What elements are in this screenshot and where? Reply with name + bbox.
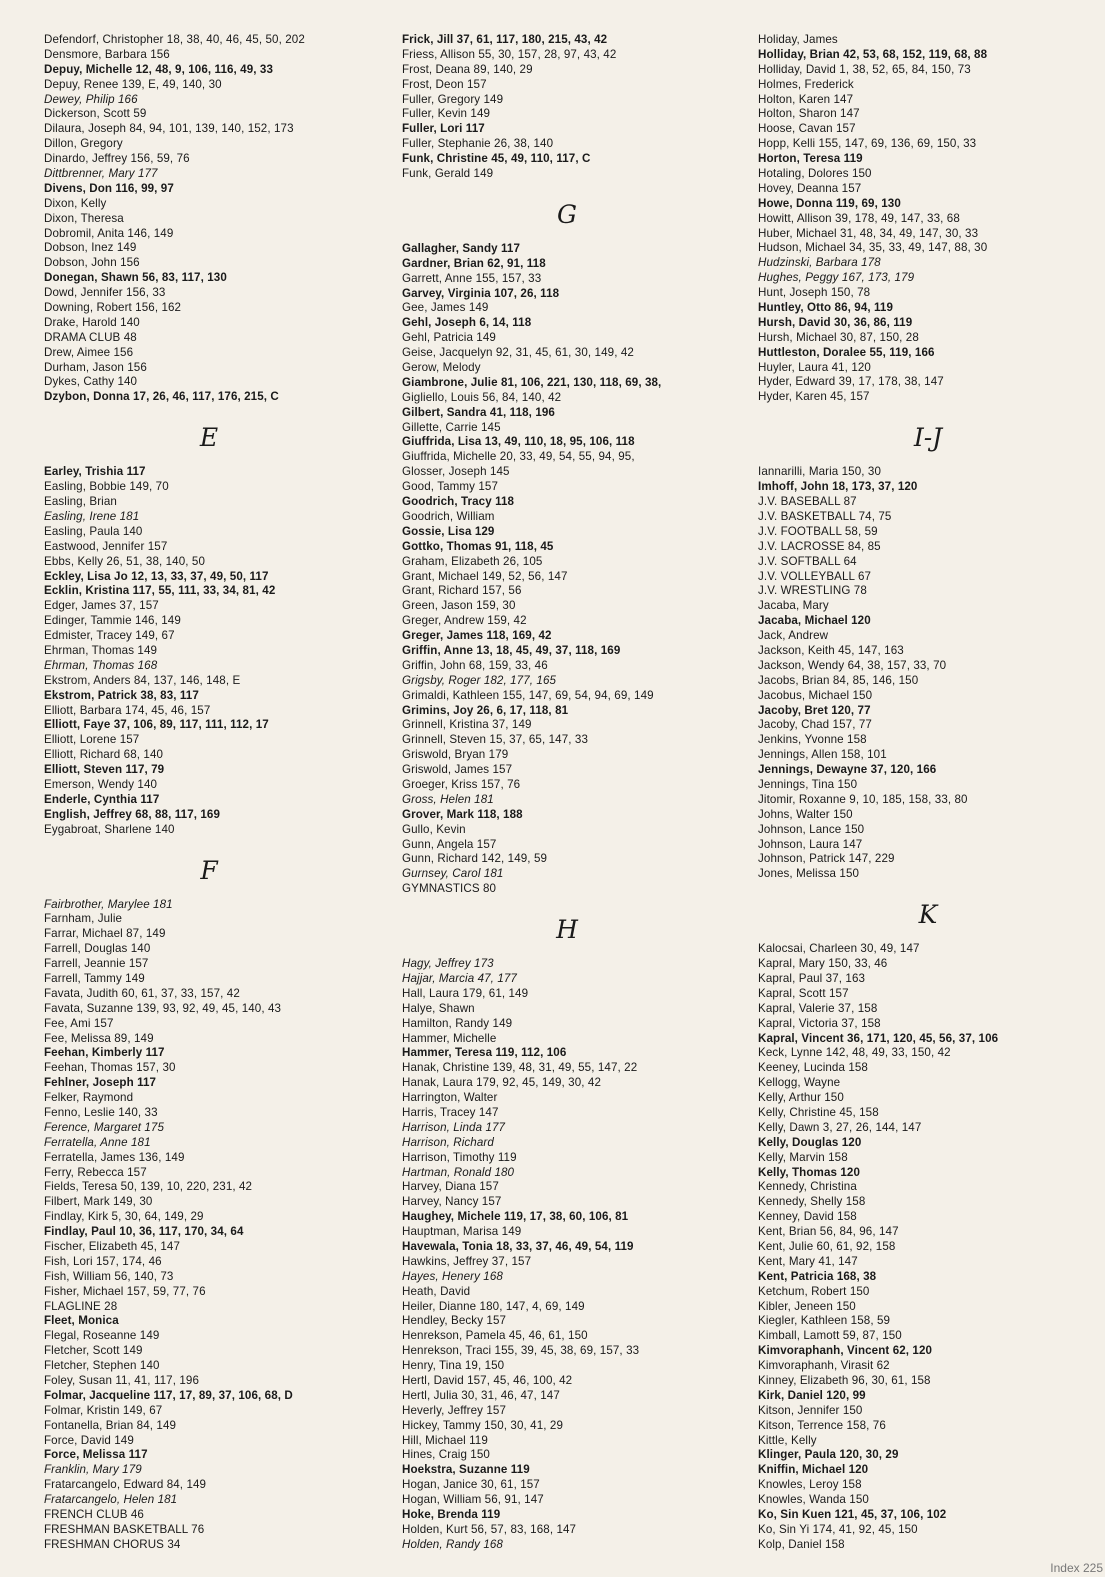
index-entry: Kent, Patricia 168, 38 (758, 1269, 877, 1283)
index-entry: Johns, Walter 150 (758, 807, 853, 821)
index-entry: Holmes, Frederick (758, 77, 854, 91)
index-entry: FRENCH CLUB 46 (44, 1508, 144, 1522)
index-entry: Frost, Deon 157 (402, 77, 487, 91)
index-entry: Kelly, Dawn 3, 27, 26, 144, 147 (758, 1120, 922, 1134)
index-entry: DRAMA CLUB 48 (44, 330, 137, 344)
index-entry: Force, Melissa 117 (44, 1448, 148, 1462)
index-entry: Hoekstra, Suzanne 119 (402, 1463, 530, 1477)
index-entry: Knowles, Leroy 158 (758, 1478, 862, 1492)
index-entry: Dixon, Kelly (44, 196, 107, 210)
index-entry: Groeger, Kriss 157, 76 (402, 777, 521, 791)
index-entry: Holden, Kurt 56, 57, 83, 168, 147 (402, 1522, 577, 1536)
index-entry: GYMNASTICS 80 (402, 882, 497, 896)
index-entry: Grinnell, Kristina 37, 149 (402, 718, 532, 732)
index-entry: Earley, Trishia 117 (44, 465, 146, 479)
index-entry: Halye, Shawn (402, 1001, 475, 1015)
index-entry: Keck, Lynne 142, 48, 49, 33, 150, 42 (758, 1046, 951, 1060)
index-entry: Folmar, Jacqueline 117, 17, 89, 37, 106, 68, D (44, 1388, 293, 1402)
index-entry: Defendorf, Christopher 18, 38, 40, 46, 45, 50, 202 (44, 33, 305, 46)
index-entry: Gunn, Richard 142, 149, 59 (402, 852, 548, 866)
index-entry: Griswold, James 157 (402, 763, 513, 777)
index-entry: Hamilton, Randy 149 (402, 1016, 513, 1030)
index-entry: J.V. FOOTBALL 58, 59 (758, 524, 878, 538)
index-entry: Grinnell, Steven 15, 37, 65, 147, 33 (402, 733, 589, 747)
index-entry: Hovey, Deanna 157 (758, 181, 862, 195)
index-entry: Kolp, Daniel 158 (758, 1537, 845, 1551)
index-entry: Kniffin, Michael 120 (758, 1463, 869, 1477)
index-entry: J.V. VOLLEYBALL 67 (758, 569, 872, 583)
index-entry: Kennedy, Christina (758, 1180, 857, 1194)
index-entry: Fee, Ami 157 (44, 1016, 114, 1030)
index-entry: Fuller, Lori 117 (402, 122, 485, 136)
index-entry: Holliday, David 1, 38, 52, 65, 84, 150, 73 (758, 62, 971, 76)
index-entry: Kent, Brian 56, 84, 96, 147 (758, 1225, 899, 1239)
index-entry: Dowd, Jennifer 156, 33 (44, 286, 166, 300)
index-entry: Hudson, Michael 34, 35, 33, 49, 147, 88, 30 (758, 241, 988, 255)
index-entry: Greger, James 118, 169, 42 (402, 629, 552, 643)
index-entry: Gallagher, Sandy 117 (402, 241, 520, 255)
index-entry: Harrison, Linda 177 (402, 1120, 506, 1134)
index-entry: Funk, Gerald 149 (402, 167, 494, 181)
index-entry: Elliott, Barbara 174, 45, 46, 157 (44, 703, 211, 717)
index-entry: J.V. WRESTLING 78 (758, 584, 867, 598)
index-entry: Hertl, Julia 30, 31, 46, 47, 147 (402, 1388, 560, 1402)
index-entry: Grant, Michael 149, 52, 56, 147 (402, 569, 568, 583)
index-entry: Dewey, Philip 166 (44, 92, 138, 106)
index-entry: Hyder, Karen 45, 157 (758, 390, 870, 404)
index-entry: Grover, Mark 118, 188 (402, 807, 523, 821)
index-entry: Hudzinski, Barbara 178 (758, 256, 881, 270)
index-entry: Downing, Robert 156, 162 (44, 301, 182, 315)
index-entry: Gunn, Angela 157 (402, 837, 497, 851)
index-entry: Ferratella, Anne 181 (44, 1135, 151, 1149)
index-entry: Easling, Irene 181 (44, 509, 140, 523)
index-entry: Harrison, Richard (402, 1135, 494, 1149)
index-entry: Kimball, Lamott 59, 87, 150 (758, 1329, 902, 1343)
index-entry: Depuy, Michelle 12, 48, 9, 106, 116, 49, 33 (44, 62, 274, 76)
index-entry: Jacoby, Bret 120, 77 (758, 703, 871, 717)
index-entry: Farnham, Julie (44, 912, 123, 926)
index-entry: Fenno, Leslie 140, 33 (44, 1106, 158, 1119)
index-entry: Farrar, Michael 87, 149 (44, 927, 166, 941)
index-entry: Gerow, Melody (402, 361, 481, 375)
index-entry: Fratarcangelo, Edward 84, 149 (44, 1478, 207, 1492)
index-entry: Edger, James 37, 157 (44, 599, 159, 613)
index-entry: Dzybon, Donna 17, 26, 46, 117, 176, 215, C (44, 390, 279, 404)
index-entry: J.V. SOFTBALL 64 (758, 554, 857, 568)
index-entry: Hoose, Cavan 157 (758, 122, 856, 136)
index-entry: Henrekson, Traci 155, 39, 45, 38, 69, 157, 33 (402, 1344, 640, 1358)
index-entry: Good, Tammy 157 (402, 480, 499, 494)
index-entry: Greger, Andrew 159, 42 (402, 614, 527, 628)
index-entry: Griswold, Bryan 179 (402, 748, 509, 762)
index-entry: Friess, Allison 55, 30, 157, 28, 97, 43, 42 (402, 47, 617, 61)
index-entry: Fisher, Michael 157, 59, 77, 76 (44, 1284, 206, 1298)
index-entry: Easling, Brian (44, 495, 117, 509)
index-entry: Kimvoraphanh, Vincent 62, 120 (758, 1344, 933, 1358)
index-entry: Edinger, Tammie 146, 149 (44, 614, 181, 628)
index-entry: Klinger, Paula 120, 30, 29 (758, 1448, 899, 1462)
index-entry: Gigliello, Louis 56, 84, 140, 42 (402, 390, 562, 404)
index-entry: Dobromil, Anita 146, 149 (44, 226, 174, 240)
index-entry: Grimaldi, Kathleen 155, 147, 69, 54, 94, 69, 149 (402, 688, 654, 702)
index-entry: Kelly, Thomas 120 (758, 1165, 861, 1179)
index-entry: Fuller, Stephanie 26, 38, 140 (402, 137, 554, 151)
index-entry: Johnson, Lance 150 (758, 822, 865, 836)
index-entry: FRESHMAN CHORUS 34 (44, 1537, 181, 1551)
index-entry: Gullo, Kevin (402, 822, 466, 836)
index-entry: Flegal, Roseanne 149 (44, 1329, 160, 1343)
index-entry: Ko, Sin Kuen 121, 45, 37, 106, 102 (758, 1508, 947, 1522)
index-entry: Gehl, Patricia 149 (402, 331, 496, 345)
index-entry: Griffin, Anne 13, 18, 45, 49, 37, 118, 169 (402, 643, 621, 657)
index-entry: Henrekson, Pamela 45, 46, 61, 150 (402, 1329, 588, 1343)
index-entry: Henry, Tina 19, 150 (402, 1359, 505, 1373)
index-entry: Jacobs, Brian 84, 85, 146, 150 (758, 673, 919, 687)
index-entry: Elliott, Richard 68, 140 (44, 748, 164, 762)
index-entry: Hursh, David 30, 36, 86, 119 (758, 315, 913, 329)
index-entry: Frost, Deana 89, 140, 29 (402, 62, 533, 76)
index-entry: English, Jeffrey 68, 88, 117, 169 (44, 807, 221, 821)
index-entry: Force, David 149 (44, 1433, 134, 1447)
index-entry: Kennedy, Shelly 158 (758, 1195, 866, 1209)
index-entry: Divens, Don 116, 99, 97 (44, 181, 174, 195)
index-entry: Jackson, Wendy 64, 38, 157, 33, 70 (758, 658, 947, 672)
index-entry: Iannarilli, Maria 150, 30 (758, 465, 882, 479)
index-entry: Grant, Richard 157, 56 (402, 584, 522, 598)
index-entry: J.V. LACROSSE 84, 85 (758, 539, 881, 553)
index-entry: Ekstrom, Anders 84, 137, 146, 148, E (44, 673, 241, 687)
index-entry: Hanak, Christine 139, 48, 31, 49, 55, 147, 22 (402, 1061, 638, 1075)
index-entry: Dilaura, Joseph 84, 94, 101, 139, 140, 152, 173 (44, 122, 294, 136)
index-entry: Hopp, Kelli 155, 147, 69, 136, 69, 150, 33 (758, 137, 977, 151)
index-entry: Ketchum, Robert 150 (758, 1284, 870, 1298)
index-entry: Frick, Jill 37, 61, 117, 180, 215, 43, 42 (402, 33, 608, 46)
index-entry: Gillette, Carrie 145 (402, 420, 501, 434)
index-entry: Fuller, Gregory 149 (402, 92, 504, 106)
index-entry: Howe, Donna 119, 69, 130 (758, 196, 901, 210)
index-entry: Kapral, Scott 157 (758, 986, 849, 1000)
index-entry: Jackson, Keith 45, 147, 163 (758, 643, 904, 657)
index-entry: Ehrman, Thomas 149 (44, 643, 158, 657)
index-entry: Gurnsey, Carol 181 (402, 867, 504, 881)
index-entry: Glosser, Joseph 145 (402, 465, 510, 479)
index-entry: Findlay, Kirk 5, 30, 64, 149, 29 (44, 1210, 204, 1224)
index-entry: Kent, Julie 60, 61, 92, 158 (758, 1240, 896, 1254)
index-entry: Fuller, Kevin 149 (402, 107, 491, 121)
index-entry: Haughey, Michele 119, 17, 38, 60, 106, 81 (402, 1210, 629, 1224)
index-entry: Dinardo, Jeffrey 156, 59, 76 (44, 152, 190, 166)
index-entry: Favata, Suzanne 139, 93, 92, 49, 45, 140, 43 (44, 1001, 282, 1015)
index-entry: Hammer, Michelle (402, 1031, 497, 1045)
index-entry: Heverly, Jeffrey 157 (402, 1403, 507, 1417)
index-entry: Harvey, Nancy 157 (402, 1195, 502, 1209)
index-entry: Holden, Randy 168 (402, 1537, 503, 1551)
index-entry: Kapral, Valerie 37, 158 (758, 1001, 878, 1015)
index-entry: Hauptman, Marisa 149 (402, 1225, 522, 1239)
index-entry: Knowles, Wanda 150 (758, 1493, 869, 1507)
index-entry: Jitomir, Roxanne 9, 10, 185, 158, 33, 80 (758, 792, 968, 806)
index-entry: Giuffrida, Michelle 20, 33, 49, 54, 55, 94, 95, (402, 450, 635, 464)
index-entry: Jennings, Tina 150 (758, 777, 858, 791)
index-entry: Kapral, Victoria 37, 158 (758, 1016, 881, 1030)
index-entry: Kent, Mary 41, 147 (758, 1254, 858, 1268)
index-entry: Kittle, Kelly (758, 1433, 817, 1447)
index-entry: Kibler, Jeneen 150 (758, 1299, 856, 1313)
index-entry: Heiler, Dianne 180, 147, 4, 69, 149 (402, 1299, 585, 1313)
index-entry: Feehan, Kimberly 117 (44, 1046, 165, 1060)
index-entry: Kitson, Terrence 158, 76 (758, 1418, 886, 1432)
index-entry: Hartman, Ronald 180 (402, 1165, 515, 1179)
index-entry: Depuy, Renee 139, E, 49, 140, 30 (44, 77, 222, 91)
index-entry: Dobson, Inez 149 (44, 241, 137, 255)
index-entry: Hawkins, Jeffrey 37, 157 (402, 1254, 532, 1268)
index-entry: Harris, Tracey 147 (402, 1106, 499, 1119)
index-entry: Ko, Sin Yi 174, 41, 92, 45, 150 (758, 1522, 918, 1536)
index-entry: Farrell, Douglas 140 (44, 942, 151, 956)
index-entry: Favata, Judith 60, 61, 37, 33, 157, 42 (44, 986, 240, 1000)
index-entry: Dixon, Theresa (44, 211, 124, 225)
index-entry: Harrington, Walter (402, 1091, 498, 1105)
index-entry: Garrett, Anne 155, 157, 33 (402, 271, 542, 285)
index-entry: Gossie, Lisa 129 (402, 524, 495, 538)
index-entry: Hanak, Laura 179, 92, 45, 149, 30, 42 (402, 1076, 602, 1090)
index-entry: Harrison, Timothy 119 (402, 1150, 517, 1164)
index-entry: Hogan, Janice 30, 61, 157 (402, 1478, 540, 1492)
index-entry: Jones, Melissa 150 (758, 867, 860, 881)
index-entry: FRESHMAN BASKETBALL 76 (44, 1522, 205, 1536)
index-entry: Farrell, Tammy 149 (44, 971, 145, 985)
index-entry: Johnson, Laura 147 (758, 837, 863, 851)
index-entry: Eckley, Lisa Jo 12, 13, 33, 37, 49, 50, 117 (44, 569, 269, 583)
index-entry: Durham, Jason 156 (44, 360, 147, 374)
index-entry: Fish, William 56, 140, 73 (44, 1269, 174, 1283)
index-entry: Drake, Harold 140 (44, 315, 140, 329)
index-entry: Huntley, Otto 86, 94, 119 (758, 301, 894, 315)
index-entry: Fields, Teresa 50, 139, 10, 220, 231, 42 (44, 1180, 253, 1194)
index-entry: Feehan, Thomas 157, 30 (44, 1061, 176, 1075)
index-entry: Kimvoraphanh, Virasit 62 (758, 1359, 890, 1373)
index-entry: Hammer, Teresa 119, 112, 106 (402, 1046, 567, 1060)
index-entry: Kelly, Marvin 158 (758, 1150, 848, 1164)
section-letter-heading: H (556, 915, 578, 945)
index-entry: Giambrone, Julie 81, 106, 221, 130, 118, 69, 38, (402, 375, 662, 389)
index-column-1 (44, 33, 374, 1553)
index-entry: Kirk, Daniel 120, 99 (758, 1388, 866, 1402)
index-entry: Ekstrom, Patrick 38, 83, 117 (44, 688, 199, 702)
index-entry: Felker, Raymond (44, 1091, 134, 1105)
index-entry: Ference, Margaret 175 (44, 1120, 165, 1134)
index-entry: Jacaba, Mary (758, 599, 829, 613)
index-entry: Kapral, Paul 37, 163 (758, 971, 866, 985)
index-entry: Imhoff, John 18, 173, 37, 120 (758, 480, 918, 494)
index-entry: Grimins, Joy 26, 6, 17, 118, 81 (402, 703, 569, 717)
index-entry: Jacobus, Michael 150 (758, 688, 873, 702)
index-entry: Elliott, Steven 117, 79 (44, 763, 165, 777)
index-entry: Jacaba, Michael 120 (758, 614, 871, 628)
index-entry: Kinney, Elizabeth 96, 30, 61, 158 (758, 1374, 931, 1388)
index-entry: Fish, Lori 157, 174, 46 (44, 1254, 162, 1268)
index-entry: Kapral, Mary 150, 33, 46 (758, 957, 888, 971)
index-entry: Findlay, Paul 10, 36, 117, 170, 34, 64 (44, 1225, 244, 1239)
index-entry: Griffin, John 68, 159, 33, 46 (402, 658, 548, 672)
index-entry: Ferry, Rebecca 157 (44, 1165, 147, 1179)
index-entry: Foley, Susan 11, 41, 117, 196 (44, 1374, 200, 1388)
index-entry: Folmar, Kristin 149, 67 (44, 1403, 163, 1417)
index-entry: Huyler, Laura 41, 120 (758, 360, 871, 374)
index-entry: Hughes, Peggy 167, 173, 179 (758, 271, 915, 285)
index-entry: Grigsby, Roger 182, 177, 165 (402, 673, 557, 687)
index-entry: Edmister, Tracey 149, 67 (44, 629, 175, 643)
index-entry: FLAGLINE 28 (44, 1299, 118, 1313)
index-entry: Hyder, Edward 39, 17, 178, 38, 147 (758, 375, 944, 389)
index-entry: Hertl, David 157, 45, 46, 100, 42 (402, 1374, 573, 1388)
index-entry: Gehl, Joseph 6, 14, 118 (402, 316, 532, 330)
index-entry: Kellogg, Wayne (758, 1076, 841, 1090)
index-entry: Holiday, James (758, 33, 838, 46)
index-entry: Johnson, Patrick 147, 229 (758, 852, 895, 866)
index-entry: Hall, Laura 179, 61, 149 (402, 986, 529, 1000)
index-entry: Elliott, Lorene 157 (44, 733, 140, 747)
index-entry: Hendley, Becky 157 (402, 1314, 507, 1328)
index-entry: Huber, Michael 31, 48, 34, 49, 147, 30, 33 (758, 226, 979, 240)
index-entry: Jack, Andrew (758, 629, 829, 643)
index-entry: Hoke, Brenda 119 (402, 1508, 501, 1522)
index-entry: Kalocsai, Charleen 30, 49, 147 (758, 942, 920, 956)
index-entry: Kitson, Jennifer 150 (758, 1403, 863, 1417)
index-entry: Donegan, Shawn 56, 83, 117, 130 (44, 271, 227, 285)
index-entry: Jacoby, Chad 157, 77 (758, 718, 872, 732)
index-entry: Harvey, Diana 157 (402, 1180, 499, 1194)
index-entry: Hogan, William 56, 91, 147 (402, 1493, 544, 1507)
index-entry: Kelly, Christine 45, 158 (758, 1106, 879, 1119)
index-entry: Fontanella, Brian 84, 149 (44, 1418, 177, 1432)
section-letter-heading: G (557, 199, 577, 229)
index-entry: Hayes, Henery 168 (402, 1269, 503, 1283)
index-entry: Howitt, Allison 39, 178, 49, 147, 33, 68 (758, 211, 960, 225)
index-entry: Dillon, Gregory (44, 137, 123, 151)
index-entry: Green, Jason 159, 30 (402, 599, 516, 613)
index-entry: Franklin, Mary 179 (44, 1463, 142, 1477)
index-entry: Emerson, Wendy 140 (44, 777, 158, 791)
index-entry: Gee, James 149 (402, 301, 489, 315)
index-entry: Farrell, Jeannie 157 (44, 957, 149, 971)
index-entry: Holton, Karen 147 (758, 92, 854, 106)
index-entry: Hill, Michael 119 (402, 1433, 488, 1447)
index-entry: Eygabroat, Sharlene 140 (44, 822, 175, 836)
index-entry: Hunt, Joseph 150, 78 (758, 286, 871, 300)
index-entry: Fletcher, Stephen 140 (44, 1359, 160, 1373)
index-entry: Easling, Bobbie 149, 70 (44, 480, 169, 494)
index-entry: Hotaling, Dolores 150 (758, 167, 872, 181)
index-entry: Eastwood, Jennifer 157 (44, 539, 168, 553)
index-entry: Fairbrother, Marylee 181 (44, 897, 173, 911)
index-entry: Geise, Jacquelyn 92, 31, 45, 61, 30, 149, 42 (402, 346, 634, 360)
index-entry: Fletcher, Scott 149 (44, 1344, 143, 1358)
index-entry: Filbert, Mark 149, 30 (44, 1195, 153, 1209)
index-entry: Hines, Craig 150 (402, 1448, 490, 1462)
index-column-3 (758, 33, 1098, 1553)
index-entry: Horton, Teresa 119 (758, 152, 863, 166)
index-entry: Fratarcangelo, Helen 181 (44, 1493, 178, 1507)
index-entry: Fee, Melissa 89, 149 (44, 1031, 154, 1045)
index-entry: Fischer, Elizabeth 45, 147 (44, 1240, 181, 1254)
index-entry: Densmore, Barbara 156 (44, 47, 170, 61)
index-entry: Dickerson, Scott 59 (44, 107, 147, 121)
index-entry: J.V. BASEBALL 87 (758, 495, 857, 509)
index-entry: Dobson, John 156 (44, 256, 140, 270)
index-entry: Kelly, Arthur 150 (758, 1091, 844, 1105)
index-entry: Dykes, Cathy 140 (44, 375, 138, 389)
index-entry: Kenney, David 158 (758, 1210, 857, 1224)
index-entry: Hickey, Tammy 150, 30, 41, 29 (402, 1418, 563, 1432)
index-entry: Hajjar, Marcia 47, 177 (402, 971, 517, 985)
index-entry: Keeney, Lucinda 158 (758, 1061, 868, 1075)
index-entry: Enderle, Cynthia 117 (44, 792, 160, 806)
index-entry: Kelly, Douglas 120 (758, 1135, 862, 1149)
index-entry: Ecklin, Kristina 117, 55, 111, 33, 34, 81, 42 (44, 584, 276, 598)
section-letter-heading: E (199, 423, 219, 453)
index-entry: Holton, Sharon 147 (758, 107, 860, 121)
index-entry: Drew, Aimee 156 (44, 345, 134, 359)
page-number: Index 225 (1050, 1561, 1103, 1575)
index-entry: Jennings, Dewayne 37, 120, 166 (758, 763, 937, 777)
index-entry: Kiegler, Kathleen 158, 59 (758, 1314, 891, 1328)
index-entry: Ferratella, James 136, 149 (44, 1150, 185, 1164)
index-entry: Holliday, Brian 42, 53, 68, 152, 119, 68, 88 (758, 47, 988, 61)
index-entry: Ehrman, Thomas 168 (44, 658, 158, 672)
index-entry: Elliott, Faye 37, 106, 89, 117, 111, 112, 17 (44, 718, 269, 732)
index-entry: Fehlner, Joseph 117 (44, 1076, 157, 1090)
index-entry: Gilbert, Sandra 41, 118, 196 (402, 405, 555, 419)
index-entry: Garvey, Virginia 107, 26, 118 (402, 286, 560, 300)
index-entry: Havewala, Tonia 18, 33, 37, 46, 49, 54, 119 (402, 1240, 634, 1254)
index-entry: Fleet, Monica (44, 1314, 119, 1328)
index-entry: Hagy, Jeffrey 173 (402, 957, 494, 971)
index-entry: Ebbs, Kelly 26, 51, 38, 140, 50 (44, 554, 206, 568)
index-entry: Graham, Elizabeth 26, 105 (402, 554, 543, 568)
index-entry: Goodrich, Tracy 118 (402, 495, 515, 509)
index-entry: Gross, Helen 181 (402, 792, 494, 806)
index-entry: Kapral, Vincent 36, 171, 120, 45, 56, 37, 106 (758, 1031, 999, 1045)
index-column-2 (402, 33, 732, 1553)
section-letter-heading: F (200, 855, 218, 885)
index-entry: Jennings, Allen 158, 101 (758, 748, 887, 762)
section-letter-heading: I-J (913, 423, 943, 453)
index-entry: Jenkins, Yvonne 158 (758, 733, 867, 747)
index-entry: Funk, Christine 45, 49, 110, 117, C (402, 152, 591, 166)
index-entry: Dittbrenner, Mary 177 (44, 167, 158, 181)
index-entry: Gottko, Thomas 91, 118, 45 (402, 539, 554, 553)
index-entry: Goodrich, William (402, 509, 495, 523)
index-entry: Hursh, Michael 30, 87, 150, 28 (758, 330, 919, 344)
section-letter-heading: K (918, 900, 938, 930)
index-entry: Heath, David (402, 1284, 471, 1298)
index-entry: Giuffrida, Lisa 13, 49, 110, 18, 95, 106, 118 (402, 435, 635, 449)
index-entry: Huttleston, Doralee 55, 119, 166 (758, 345, 935, 359)
index-entry: Easling, Paula 140 (44, 524, 143, 538)
index-entry: Gardner, Brian 62, 91, 118 (402, 256, 546, 270)
index-entry: J.V. BASKETBALL 74, 75 (758, 509, 892, 523)
